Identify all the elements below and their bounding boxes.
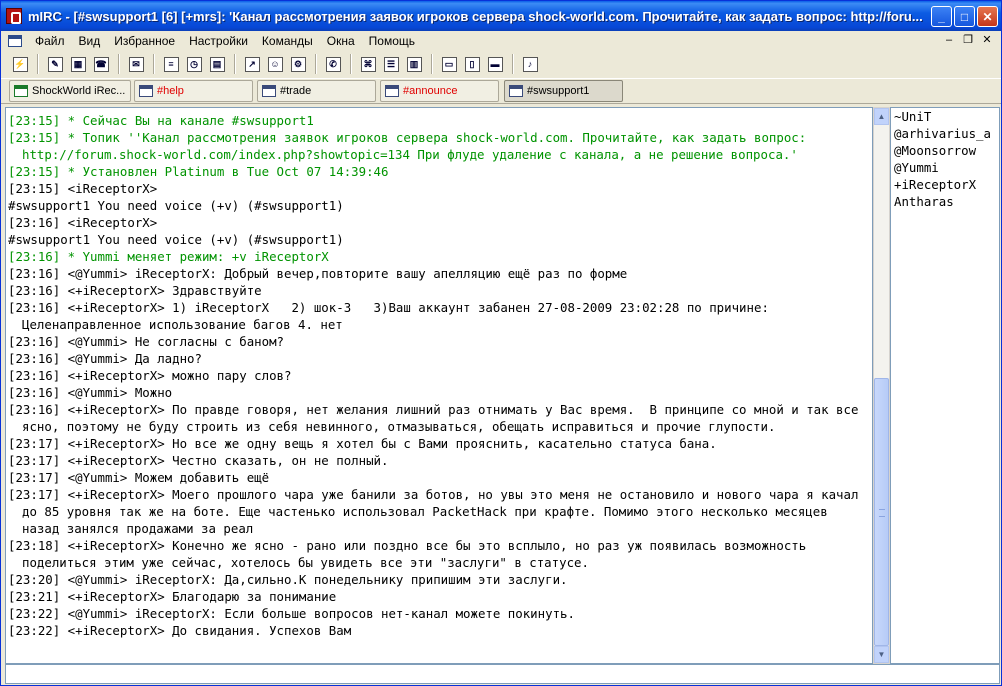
tile-horizontal-button[interactable] [484, 53, 506, 75]
chat-line: [23:16] <iReceptorX> [8, 215, 158, 230]
away-button[interactable] [519, 53, 541, 75]
chat-line: [23:15] * Сейчас Вы на канале #swsupport1 [8, 113, 314, 128]
channel-window-icon [262, 85, 276, 97]
menu-tools[interactable]: Настройки [189, 33, 248, 48]
chat-line: [23:17] <+iReceptorX> Но все же одну вещь я хотел бы с Вами прояснить, касательно статуса бана. [8, 436, 717, 451]
switchbar-tab-label: #announce [403, 85, 458, 97]
tile-vertical-button[interactable] [461, 53, 483, 75]
mdi-window-icon[interactable] [8, 35, 22, 47]
chat-line: [23:15] <iReceptorX> [8, 181, 158, 196]
switchbar-tab[interactable] [380, 80, 499, 102]
logs-icon: ☰ [384, 57, 399, 72]
timer-button[interactable] [183, 53, 205, 75]
tile-vertical-icon: ▯ [465, 57, 480, 72]
nick-entry[interactable]: @arhivarius_a [894, 126, 991, 141]
scroll-thumb[interactable] [874, 378, 889, 646]
menu-view[interactable]: Вид [78, 33, 101, 48]
arrow-down-icon: ▼ [877, 650, 886, 659]
logs-button[interactable] [380, 53, 402, 75]
dcc-chat-button[interactable] [264, 53, 286, 75]
chat-line: [23:16] <@Yummi> Да ладно? [8, 351, 202, 366]
minimize-icon: _ [938, 9, 945, 24]
mirc-app-icon[interactable] [6, 8, 22, 24]
chat-window[interactable] [5, 107, 873, 664]
toolbar-separator [118, 54, 120, 74]
list-icon: ▥ [407, 57, 422, 72]
chat-line: [23:16] <@Yummi> Не согласны с баном? [8, 334, 285, 349]
menu-favorites[interactable]: Избранное [114, 33, 176, 48]
grip-icon [879, 509, 885, 517]
chat-line: [23:16] <+iReceptorX> можно пару слов? [8, 368, 292, 383]
dcc-send-button[interactable] [241, 53, 263, 75]
mdi-controls [941, 32, 995, 47]
chat-line: [23:15] * Топик ''Канал рассмотрения заявок игроков сервера shock-world.com. Прочитайте, как задать вопрос: http://forum.shock-world.com/index.php?showtopic=134 При флуде удаление с канала, а не решение вопроса.' [8, 130, 814, 162]
chat-line: [23:16] <+iReceptorX> По правде говоря, нет желания лишний раз отнимать у Вас время. В принципе со мной и так все ясно, поэтому не буду строить из себя невинного, отмазываться, обещать исправиться и прочие глупости. [8, 402, 866, 434]
switchbar [1, 78, 1001, 104]
scroll-down-button[interactable] [874, 646, 889, 663]
switchbar-tab[interactable] [504, 80, 623, 102]
cascade-button[interactable] [438, 53, 460, 75]
chat-line: #swsupport1 You need voice (+v) (#swsupport1) [8, 232, 344, 247]
status-window-icon [14, 85, 28, 97]
channel-list-icon: ⌘ [361, 57, 376, 72]
maximize-icon: □ [960, 9, 969, 24]
cascade-icon: ▭ [442, 57, 457, 72]
toolbar-separator [37, 54, 39, 74]
chat-line: [23:17] <@Yummi> Можем добавить ещё [8, 470, 270, 485]
chat-line: [23:16] <+iReceptorX> Здравствуйте [8, 283, 262, 298]
tile-horizontal-icon: ▬ [488, 57, 503, 72]
notify-icon: ✆ [326, 57, 341, 72]
chat-lines [8, 112, 870, 639]
minimize-icon: – [945, 33, 953, 46]
address-book-icon: ☎ [94, 57, 109, 72]
window-title: mIRC - [#swsupport1 [6] [+mrs]: 'Канал рассмотрения заявок игроков сервера shock-world.com. Прочитайте, как задать вопрос: http://foru... [28, 8, 923, 24]
list-button[interactable] [403, 53, 425, 75]
away-icon: ♪ [523, 57, 538, 72]
switchbar-tab[interactable] [134, 80, 253, 102]
nick-entry[interactable]: @Yummi [894, 160, 939, 175]
urls-icon: ≡ [164, 57, 179, 72]
chat-line: [23:22] <+iReceptorX> До свидания. Успехов Вам [8, 623, 352, 638]
close-button[interactable] [977, 6, 998, 27]
menu-bar [1, 31, 1001, 50]
chat-line: [23:21] <+iReceptorX> Благодарю за понимание [8, 589, 337, 604]
options-icon: ✎ [48, 57, 63, 72]
switchbar-tab-label: #trade [280, 85, 312, 97]
title-bar[interactable] [1, 1, 1001, 31]
toolbar-separator [512, 54, 514, 74]
options-button[interactable] [44, 53, 66, 75]
chat-line: [23:22] <@Yummi> iReceptorX: Если больше вопросов нет-канал можете покинуть. [8, 606, 575, 621]
chat-line: [23:20] <@Yummi> iReceptorX: Да,сильно.К понедельнику припишим эти заслуги. [8, 572, 568, 587]
colors-button[interactable] [206, 53, 228, 75]
message-input[interactable] [5, 664, 1000, 684]
timer-icon: ◷ [187, 57, 202, 72]
minimize-button[interactable] [931, 6, 952, 27]
toolbar-separator [350, 54, 352, 74]
toolbar-separator [315, 54, 317, 74]
notify-button[interactable] [322, 53, 344, 75]
switchbar-tab-label: #help [157, 85, 184, 97]
channel-window-icon [139, 85, 153, 97]
connect-icon: ⚡ [13, 57, 28, 72]
nick-entry[interactable]: @Moonsorrow [894, 143, 977, 158]
connect-button[interactable] [9, 53, 31, 75]
nick-list[interactable] [890, 107, 1000, 664]
restore-icon: ❐ [963, 34, 973, 46]
nick-entry[interactable]: +iReceptorX [894, 177, 977, 192]
chat-line: #swsupport1 You need voice (+v) (#swsupport1) [8, 198, 344, 213]
mdi-close-button[interactable] [979, 32, 995, 47]
mdi-restore-button[interactable] [960, 32, 976, 47]
switchbar-tab-label: #swsupport1 [527, 85, 590, 97]
urls-button[interactable] [160, 53, 182, 75]
menu-file[interactable]: Файл [35, 33, 65, 48]
dcc-options-button[interactable] [287, 53, 309, 75]
address-book-button[interactable] [90, 53, 112, 75]
channel-list-button[interactable] [357, 53, 379, 75]
channel-window-icon [509, 85, 523, 97]
toolbar-separator [153, 54, 155, 74]
switchbar-tab[interactable] [9, 80, 131, 102]
chat-line: [23:17] <+iReceptorX> Моего прошлого чара уже банили за ботов, но увы это меня не остановило и нового чара я качал до 85 уровня так же на боте. Еще частенько использовал PacketHack при крафте. Помимо этого несколько месяцев назад занялся продажами за реал [8, 487, 866, 536]
dcc-chat-icon: ☺ [268, 57, 283, 72]
toolbar-separator [431, 54, 433, 74]
chat-line: [23:17] <+iReceptorX> Честно сказать, он не полный. [8, 453, 389, 468]
menu-help[interactable]: Помощь [368, 33, 415, 48]
script-editor-icon: ✉ [129, 57, 144, 72]
chat-line: [23:16] <@Yummi> iReceptorX: Добрый вечер,повторите вашу апелляцию ещё раз по форме [8, 266, 628, 281]
nick-entries [891, 108, 991, 210]
menu-window[interactable]: Окна [326, 33, 355, 48]
dcc-send-icon: ↗ [245, 57, 260, 72]
channel-window-icon [385, 85, 399, 97]
scroll-up-button[interactable] [874, 108, 889, 125]
switchbar-tab[interactable] [257, 80, 376, 102]
close-icon: ✕ [982, 9, 993, 24]
chat-line: [23:15] * Установлен Platinum в Tue Oct 07 14:39:46 [8, 164, 389, 179]
chat-line: [23:18] <+iReceptorX> Конечно же ясно - рано или поздно все бы это всплыло, но раз уж появилась возможность поделиться этим уже сейчас, хотелось бы увидеть все эти "заслуги" в статусе. [8, 538, 814, 570]
chat-line: [23:16] * Yummi меняет режим: +v iReceptorX [8, 249, 329, 264]
channels-folder-button[interactable] [67, 53, 89, 75]
chat-line: [23:16] <@Yummi> Можно [8, 385, 173, 400]
channels-folder-icon: ▦ [71, 57, 86, 72]
dcc-options-icon: ⚙ [291, 57, 306, 72]
menu-commands[interactable]: Команды [261, 33, 313, 48]
toolbar [1, 51, 1001, 77]
nick-entry[interactable]: ~UniT [894, 109, 932, 124]
script-editor-button[interactable] [125, 53, 147, 75]
mdi-minimize-button[interactable] [941, 32, 957, 47]
colors-icon: ▤ [210, 57, 225, 72]
switchbar-tab-label: ShockWorld iRec... [32, 85, 126, 97]
toolbar-separator [234, 54, 236, 74]
chat-line: [23:16] <+iReceptorX> 1) iReceptorX 2) шок-3 3)Ваш аккаунт забанен 27-08-2009 23:02:28 по причине: Целенаправленное использование багов 4. нет [8, 300, 777, 332]
arrow-up-icon: ▲ [877, 112, 886, 121]
nick-entry[interactable]: Antharas [894, 194, 954, 209]
chat-scrollbar[interactable] [873, 107, 890, 664]
close-icon: ✕ [982, 34, 992, 46]
maximize-button[interactable] [954, 6, 975, 27]
